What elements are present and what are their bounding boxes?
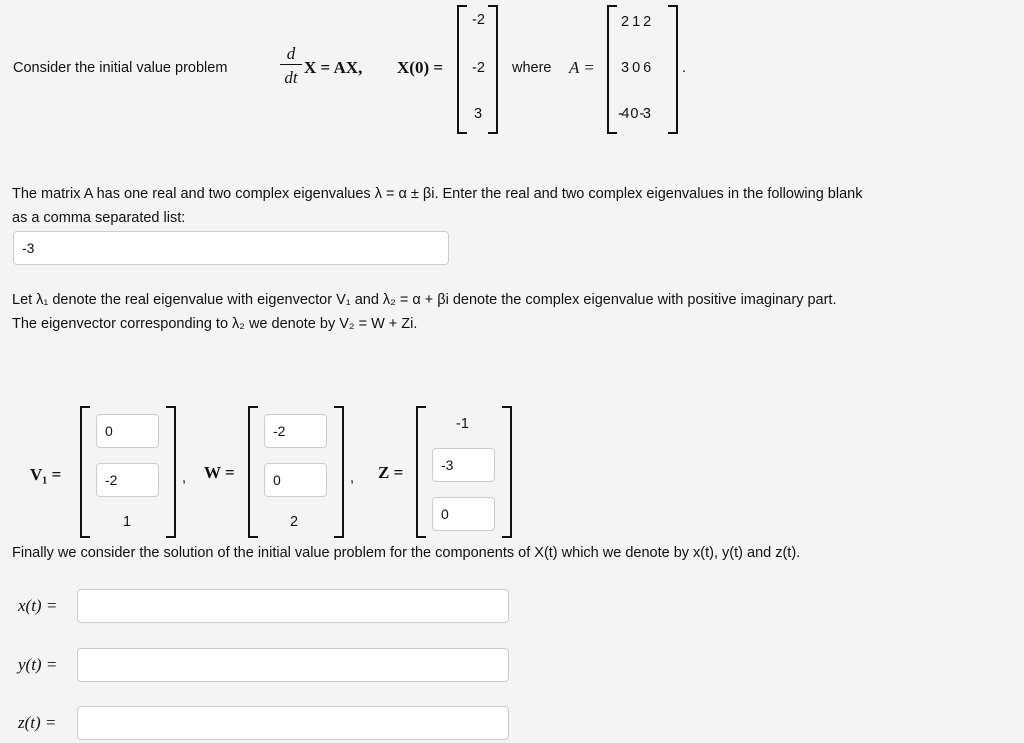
w-entry-1-input[interactable]: [264, 414, 327, 448]
x-label: x(t) =: [18, 596, 58, 615]
w-bracket-right: [334, 406, 344, 538]
z-label: Z =: [378, 463, 404, 482]
z-entry-1: -1: [456, 416, 469, 432]
w-bracket-left: [248, 406, 258, 538]
x0-label: X(0) =: [397, 58, 444, 77]
x0-entry: 3: [474, 106, 483, 122]
v1-label: V₁ =: [30, 465, 62, 484]
deriv-numerator: d: [280, 44, 302, 65]
final-instructions: Finally we consider the solution of the initial value problem for the components of X(t) which we denote by x(t), y(t) and z(t).: [12, 545, 801, 561]
z-solution-input[interactable]: [77, 706, 509, 740]
y-solution-input[interactable]: [77, 648, 509, 682]
x0-bracket-right: [488, 5, 498, 134]
x0-entry: -2: [472, 12, 485, 28]
v1-entry-2-input[interactable]: [96, 463, 159, 497]
ode-equation: X = AX,: [304, 58, 363, 77]
eigenvalues-input[interactable]: [13, 231, 449, 265]
comma: ,: [182, 470, 187, 486]
a-bracket-right: [668, 5, 678, 134]
deriv-denominator: dt: [284, 68, 298, 87]
a-label: A =: [569, 58, 595, 77]
w-label: W =: [204, 463, 235, 482]
x0-bracket-left: [457, 5, 467, 134]
period: .: [682, 60, 687, 76]
z-entry-3-input[interactable]: [432, 497, 495, 531]
intro-text: Consider the initial value problem: [13, 60, 228, 76]
a-row: 3 0 6: [621, 60, 651, 76]
a-row: 2 1 2: [621, 14, 651, 30]
eigen-instructions-line2: as a comma separated list:: [12, 210, 186, 226]
w-entry-3: 2: [290, 514, 299, 530]
eigen-instructions-line1: The matrix A has one real and two complex eigenvalues λ = α ± βi. Enter the real and two complex eigenvalues in the following blank: [12, 186, 863, 202]
x-solution-input[interactable]: [77, 589, 509, 623]
definition-line1: Let λ₁ denote the real eigenvalue with eigenvector V₁ and λ₂ = α + βi denote the complex eigenvalue with positive imaginary part.: [12, 292, 837, 308]
a-bracket-left: [607, 5, 617, 134]
v1-entry-1-input[interactable]: [96, 414, 159, 448]
z-bracket-left: [416, 406, 426, 538]
x0-entry: -2: [472, 60, 485, 76]
comma: ,: [350, 470, 355, 486]
a-row: -4 0 -3: [618, 106, 650, 122]
z-solution-label: z(t) =: [18, 713, 57, 732]
v1-entry-3: 1: [123, 514, 132, 530]
y-label: y(t) =: [18, 655, 58, 674]
where-text: where: [512, 60, 552, 76]
z-bracket-right: [502, 406, 512, 538]
definition-line2: The eigenvector corresponding to λ₂ we denote by V₂ = W + Zi.: [12, 316, 418, 332]
v1-bracket-right: [166, 406, 176, 538]
z-entry-2-input[interactable]: [432, 448, 495, 482]
v1-bracket-left: [80, 406, 90, 538]
w-entry-2-input[interactable]: [264, 463, 327, 497]
